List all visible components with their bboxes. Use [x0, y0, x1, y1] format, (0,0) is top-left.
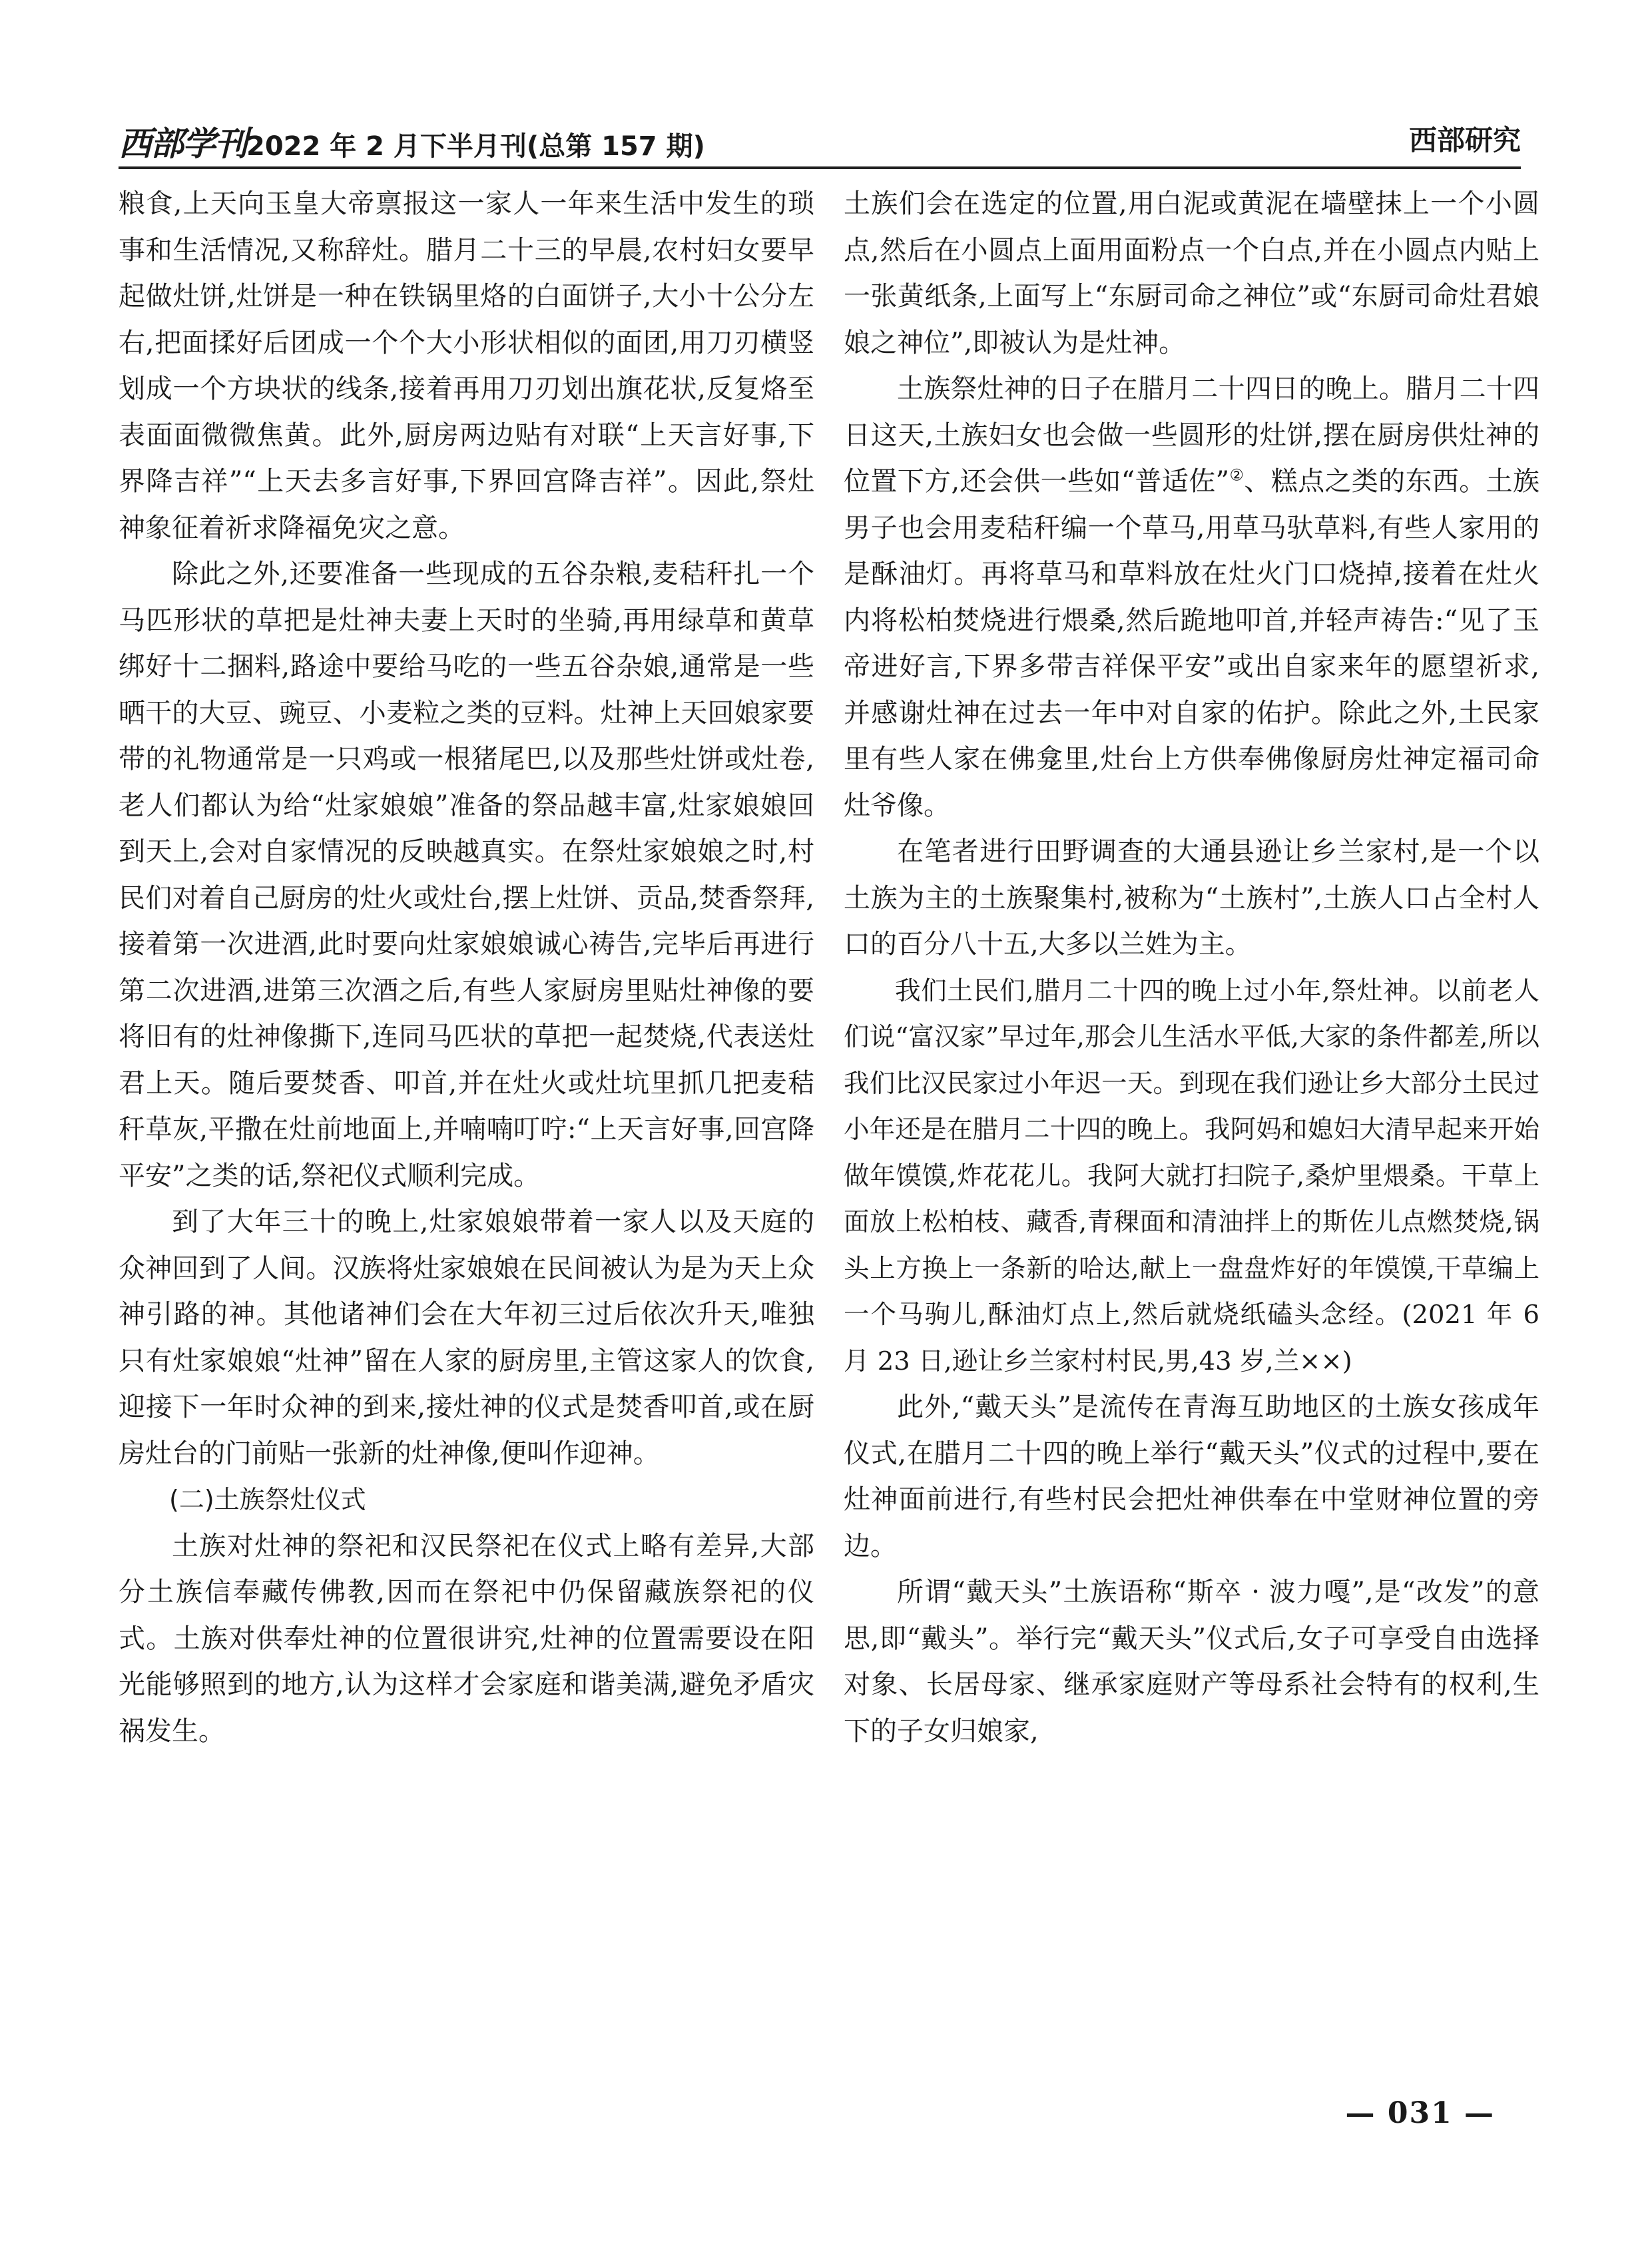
paragraph: 在笔者进行田野调查的大通县逊让乡兰家村,是一个以土族为主的土族聚集村,被称为“土族村”,土族人口占全村人口的百分八十五,大多以兰姓为主。 — [844, 836, 1539, 960]
section-subheading: (二)土族祭灶仪式 — [169, 1485, 366, 1514]
paragraph: 此外,“戴天头”是流传在青海互助地区的土族女孩成年仪式,在腊月二十四的晚上举行“戴天头”仪式的过程中,要在灶神面前进行,有些村民会把灶神供奉在中堂财神位置的旁边。 — [844, 1392, 1539, 1561]
issue-label: 2022 年 2 月下半月刊(总第 157 期) — [246, 131, 705, 162]
footnote-marker: ② — [1229, 465, 1244, 485]
right-column — [844, 181, 1539, 2046]
paragraph: 土族们会在选定的位置,用白泥或黄泥在墙壁抹上一个小圆点,然后在小圆点上面用面粉点一个白点,并在小圆点内贴上一张黄纸条,上面写上“东厨司命之神位”或“东厨司命灶君娘娘之神位”,即被认为是灶神。 — [844, 188, 1539, 358]
paragraph — [844, 366, 1539, 829]
left-column — [119, 181, 814, 2046]
journal-logo: 西部学刊 — [119, 124, 246, 163]
paragraph-text: 土族祭灶神的日子在腊月二十四日的晚上。腊月二十四日这天,土族妇女也会做一些圆形的灶饼,摆在厨房供灶神的位置下方,还会供一些如“普适佐” — [844, 374, 1539, 497]
paragraph: 所谓“戴天头”土族语称“斯卒 · 波力嘎”,是“改发”的意思,即“戴头”。举行完“戴天头”仪式后,女子可享受自由选择对象、长居母家、继承家庭财产等母系社会特有的权利,生下的子女归娘家, — [844, 1577, 1539, 1747]
paragraph-text: 、糕点之类的东西。土族男子也会用麦秸秆编一个草马,用草马驮草料,有些人家用的是酥油灯。再将草马和草料放在灶火门口烧掉,接着在灶火内将松柏焚烧进行煨桑,然后跪地叩首,并轻声祷告:“见了玉帝进好言,下界多带吉祥保平安”或出自家来年的愿望祈求,并感谢灶神在过去一年中对自家的佑护。除此之外,土民家里有些人家在佛龛里,灶台上方供奉佛像厨房灶神定福司命灶爷像。 — [844, 466, 1539, 821]
paragraph: 粮食,上天向玉皇大帝禀报这一家人一年来生活中发生的琐事和生活情况,又称辞灶。腊月二十三的早晨,农村妇女要早起做灶饼,灶饼是一种在铁锅里烙的白面饼子,大小十公分左右,把面揉好后团成一个个大小形状相似的面团,用刀刃横竖划成一个方块状的线条,接着再用刀刃划出旗花状,反复烙至表面面微微焦黄。此外,厨房两边贴有对联“上天言好事,下界降吉祥”“上天去多言好事,下界回宫降吉祥”。因此,祭灶神象征着祈求降福免灾之意。 — [119, 188, 814, 543]
page-number: — 031 — — [1345, 2096, 1495, 2130]
journal-masthead — [119, 117, 705, 165]
page-header — [119, 113, 1521, 169]
paragraph: 除此之外,还要准备一些现成的五谷杂粮,麦秸秆扎一个马匹形状的草把是灶神夫妻上天时的坐骑,再用绿草和黄草绑好十二捆料,路途中要给马吃的一些五谷杂娘,通常是一些晒干的大豆、豌豆、小麦粒之类的豆料。灶神上天回娘家要带的礼物通常是一只鸡或一根猪尾巴,以及那些灶饼或灶卷,老人们都认为给“灶家娘娘”准备的祭品越丰富,灶家娘娘回到天上,会对自家情况的反映越真实。在祭灶家娘娘之时,村民们对着自己厨房的灶火或灶台,摆上灶饼、贡品,焚香祭拜,接着第一次进酒,此时要向灶家娘娘诚心祷告,完毕后再进行第二次进酒,进第三次酒之后,有些人家厨房里贴灶神像的要将旧有的灶神像撕下,连同马匹状的草把一起焚烧,代表送灶君上天。随后要焚香、叩首,并在灶火或灶坑里抓几把麦秸秆草灰,平撒在灶前地面上,并喃喃叮咛:“上天言好事,回宫降平安”之类的话,祭祀仪式顺利完成。 — [119, 559, 814, 1191]
paragraph: 到了大年三十的晚上,灶家娘娘带着一家人以及天庭的众神回到了人间。汉族将灶家娘娘在民间被认为是为天上众神引路的神。其他诸神们会在大年初三过后依次升天,唯独只有灶家娘娘“灶神”留在人家的厨房里,主管这家人的饮食,迎接下一年时众神的到来,接灶神的仪式是焚香叩首,或在厨房灶台的门前贴一张新的灶神像,便叫作迎神。 — [119, 1207, 814, 1469]
interview-quote: 我们土民们,腊月二十四的晚上过小年,祭灶神。以前老人们说“富汉家”早过年,那会儿生活水平低,大家的条件都差,所以我们比汉民家过小年迟一天。到现在我们逊让乡大部分土民过小年还是在腊月二十四的晚上。我阿妈和媳妇大清早起来开始做年馍馍,炸花花儿。我阿大就打扫院子,桑炉里煨桑。干草上面放上松柏枝、藏香,青稞面和清油拌上的斯佐儿点燃焚烧,锅头上方换上一条新的哈达,献上一盘盘炸好的年馍馍,干草编上一个马驹儿,酥油灯点上,然后就烧纸磕头念经。(2021 年 6 月 23 日,逊让乡兰家村村民,男,43 岁,兰××) — [844, 976, 1539, 1376]
paragraph: 土族对灶神的祭祀和汉民祭祀在仪式上略有差异,大部分土族信奉藏传佛教,因而在祭祀中仍保留藏族祭祀的仪式。土族对供奉灶神的位置很讲究,灶神的位置需要设在阳光能够照到的地方,认为这样才会家庭和谐美满,避免矛盾灾祸发生。 — [119, 1530, 814, 1747]
section-title: 西部研究 — [1408, 124, 1521, 156]
